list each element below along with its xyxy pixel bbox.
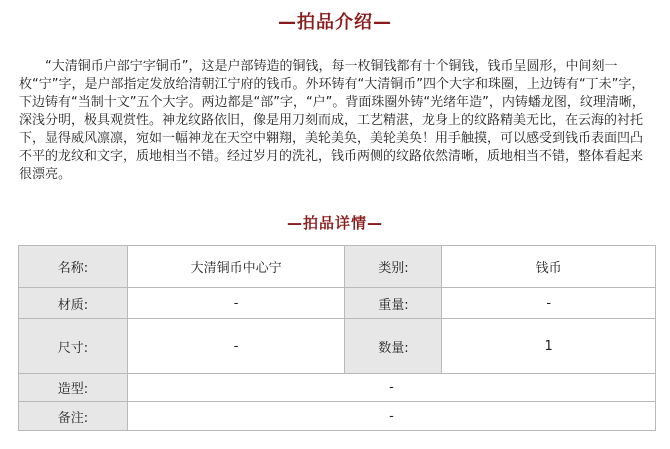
shape-label: 造型: xyxy=(19,374,128,402)
table-row xyxy=(19,288,656,319)
shape-value: - xyxy=(127,374,655,402)
details-section-title: —拍品详情— xyxy=(286,214,383,232)
material-label: 材质: xyxy=(19,288,128,319)
name-value: 大清铜币中心宁 xyxy=(127,246,345,288)
intro-description: “大清铜币户部宁字铜币”，这是户部铸造的铜钱，每一枚铜钱都有十个铜钱，钱币呈圆形，中间刻一枚“宁”字，是户部指定发放给清朝江宁府的钱币。外环铸有“大清铜币”四个大字和珠圈，上边铸有“丁未”字，下边铸有“当制十文”五个大字。两边都是“部”字，“户”。背面珠圈外铸“光绪年造”，内铸蟠龙图，纹理清晰，深浅分明，极具观赏性。神龙纹路依旧，像是用刀刻而成，工艺精湛，龙身上的纹路精美无比，在云海的衬托下，显得威风凛凛，宛如一幅神龙在天空中翱翔，美轮美奂，美轮美奂！用手触摸，可以感受到钱币表面凹凸不平的龙纹和文字，质地相当不错。经过岁月的洗礼，钱币两侧的纹路依然清晰，质地相当不错，整体看起来很漂亮。 xyxy=(19,59,645,182)
weight-value: - xyxy=(442,288,656,319)
table-row xyxy=(19,402,656,431)
quantity-value: 1 xyxy=(442,319,656,374)
quantity-label: 数量: xyxy=(345,319,442,374)
size-value: - xyxy=(127,319,345,374)
remark-label: 备注: xyxy=(19,402,128,431)
details-table xyxy=(18,245,656,431)
category-label: 类别: xyxy=(345,246,442,288)
category-value: 钱币 xyxy=(442,246,656,288)
name-label: 名称: xyxy=(19,246,128,288)
table-row xyxy=(19,319,656,374)
intro-section-title: —拍品介绍— xyxy=(278,12,392,33)
weight-label: 重量: xyxy=(345,288,442,319)
remark-value: - xyxy=(127,402,655,431)
table-row xyxy=(19,246,656,288)
size-label: 尺寸: xyxy=(19,319,128,374)
table-row xyxy=(19,374,656,402)
material-value: - xyxy=(127,288,345,319)
